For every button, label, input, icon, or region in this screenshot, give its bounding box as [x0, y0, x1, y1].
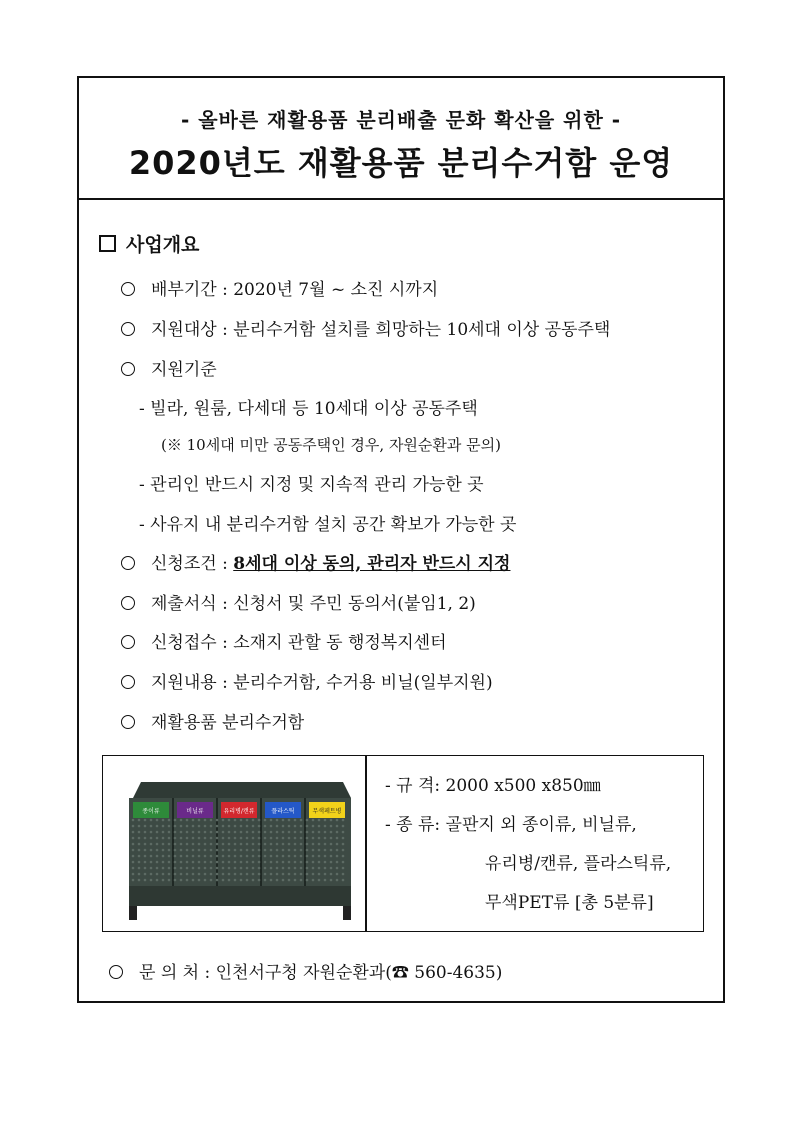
bin-bottom-band [129, 886, 351, 906]
bin-label-text: 플라스틱 [271, 808, 295, 815]
notice-frame [77, 76, 725, 1003]
spec-size: - 규 격: 2000 x500 x850㎜ [385, 776, 601, 796]
subtitle: - 올바른 재활용품 분리배출 문화 확산을 위한 - [180, 108, 622, 132]
item-contact [109, 958, 502, 983]
item-contact-text: 문 의 처 : 인천서구청 자원순환과(☎ 560-4635) [139, 963, 503, 983]
bin-leg [343, 906, 351, 920]
header [79, 78, 723, 200]
item-reception [121, 628, 447, 653]
checkbox-icon [99, 235, 116, 252]
circle-bullet-icon [121, 596, 135, 610]
circle-bullet-icon [109, 965, 123, 979]
section-heading [99, 230, 199, 257]
item-documents-text: 제출서식 : 신청서 및 주민 동의서(붙임1, 2) [151, 594, 476, 614]
item-period-text: 배부기간 : 2020년 7월 ~ 소진 시까지 [151, 280, 439, 300]
item-support [121, 668, 493, 693]
circle-bullet-icon [121, 322, 135, 336]
criteria-1: - 빌라, 원룸, 다세대 등 10세대 이상 공동주택 [139, 399, 478, 419]
spec-kinds-1: - 종 류: 골판지 외 종이류, 비닐류, [385, 815, 637, 835]
bin-label-text: 유리병/캔류 [223, 808, 255, 815]
condition-label: 신청조건 : [151, 554, 234, 574]
criteria-2: - 관리인 반드시 지정 및 지속적 관리 가능한 곳 [139, 475, 484, 495]
recycling-bin-svg [121, 768, 357, 923]
bin-label-text: 종이류 [142, 808, 160, 815]
spec-kinds-3: 무색PET류 [총 5분류] [485, 893, 654, 913]
recycling-bin-image [121, 768, 357, 923]
item-criteria [121, 355, 217, 380]
criteria-3: - 사유지 내 분리수거함 설치 공간 확보가 가능한 곳 [139, 515, 517, 535]
page-title: 2020년도 재활용품 분리수거함 운영 [128, 144, 674, 182]
bin-label-text: 무색페트병 [312, 808, 342, 815]
spec-kinds-2: 유리병/캔류, 플라스틱류, [485, 854, 672, 874]
circle-bullet-icon [121, 675, 135, 689]
condition-value: 8세대 이상 동의, 관리자 반드시 지정 [233, 554, 511, 574]
item-condition [121, 549, 510, 574]
item-support-text: 지원내용 : 분리수거함, 수거용 비닐(일부지원) [151, 673, 493, 693]
item-reception-text: 신청접수 : 소재지 관할 동 행정복지센터 [151, 633, 447, 653]
item-target [121, 315, 610, 340]
circle-bullet-icon [121, 362, 135, 376]
circle-bullet-icon [121, 282, 135, 296]
bin-label-text: 비닐류 [186, 808, 204, 815]
circle-bullet-icon [121, 715, 135, 729]
section-heading-text: 사업개요 [126, 234, 200, 256]
item-documents [121, 589, 476, 614]
item-bin-text: 재활용품 분리수거함 [151, 713, 305, 733]
bin-lid [133, 782, 351, 798]
bin-leg [129, 906, 137, 920]
item-target-text: 지원대상 : 분리수거함 설치를 희망하는 10세대 이상 공동주택 [151, 320, 611, 340]
circle-bullet-icon [121, 635, 135, 649]
item-period [121, 275, 438, 300]
item-criteria-text: 지원기준 [151, 360, 217, 380]
bin-spec-panel [102, 755, 704, 932]
criteria-note: (※ 10세대 미만 공동주택인 경우, 자원순환과 문의) [161, 436, 501, 454]
panel-divider [365, 756, 367, 931]
item-bin [121, 708, 304, 733]
circle-bullet-icon [121, 556, 135, 570]
